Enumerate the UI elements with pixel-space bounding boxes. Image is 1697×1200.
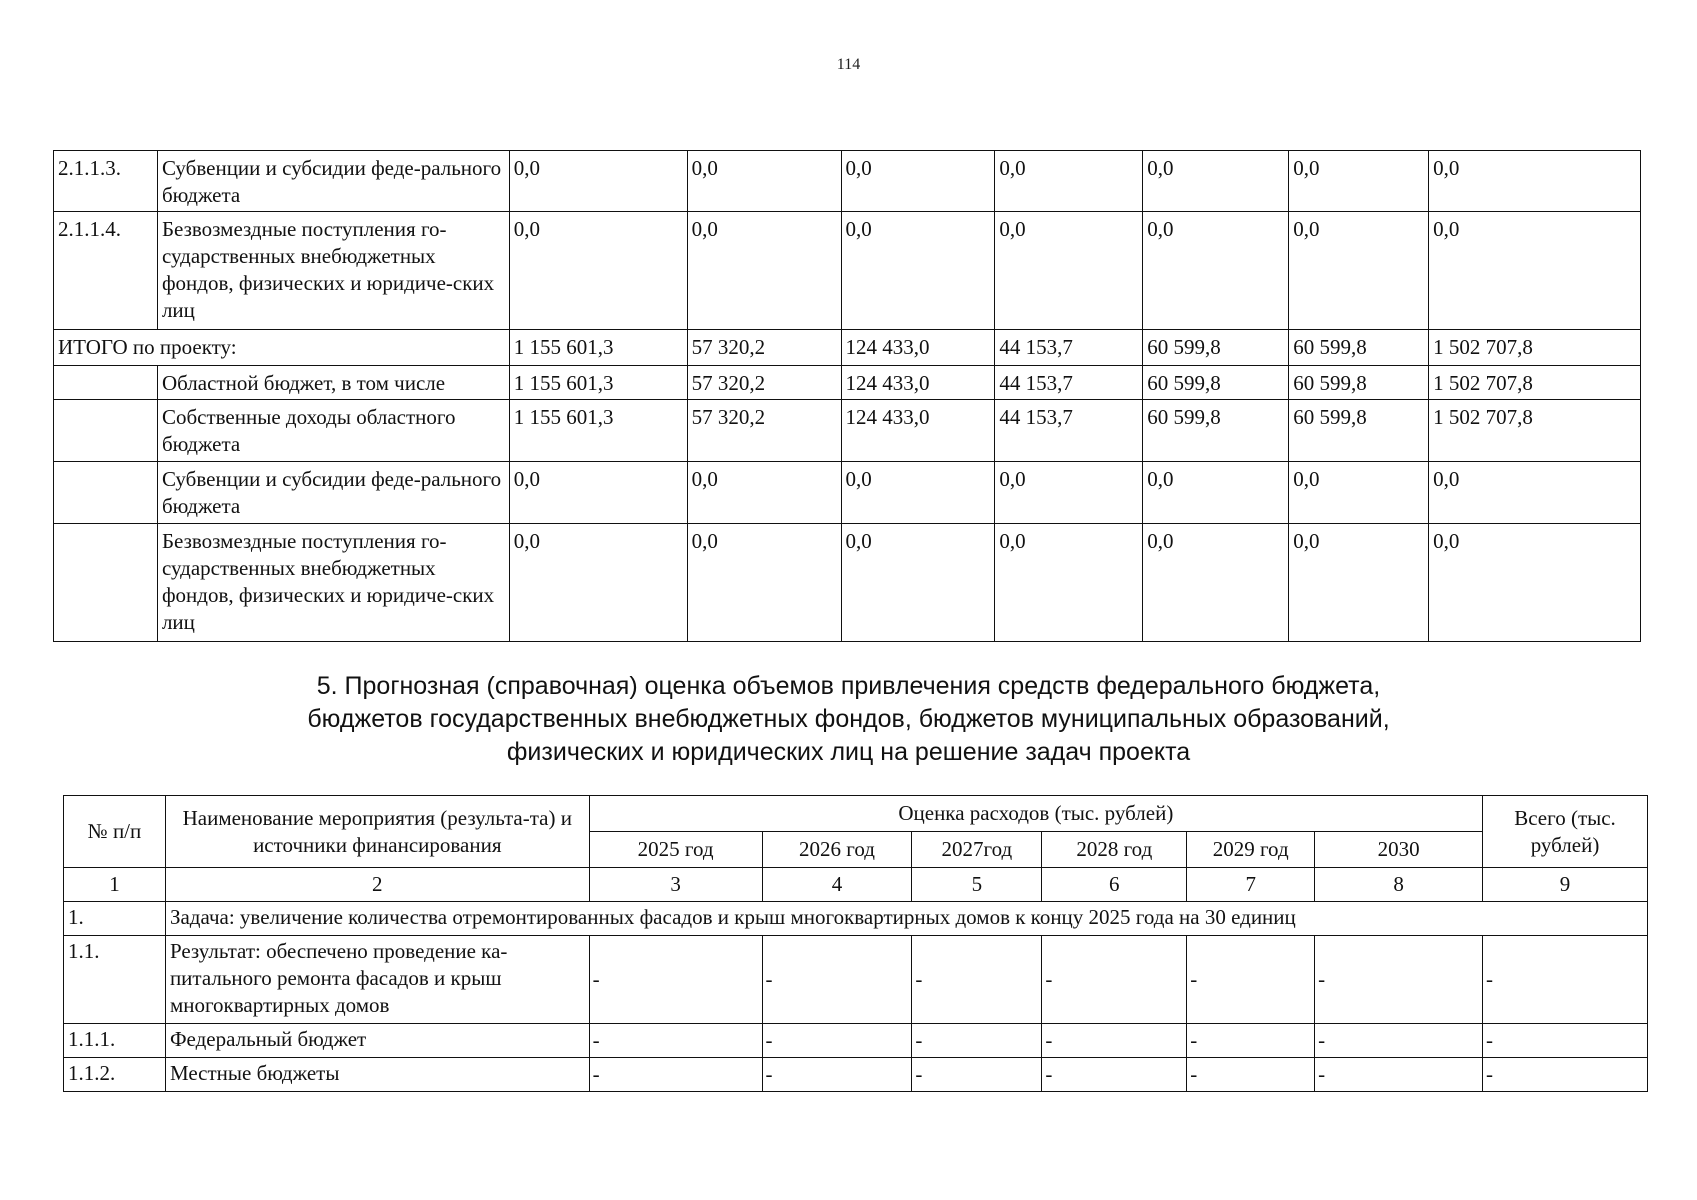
column-number: 8 [1315, 868, 1483, 902]
table-row [54, 462, 1641, 524]
value-cell: 0,0 [687, 462, 841, 524]
header-name: Наименование мероприятия (результа-та) и источники финансирования [165, 796, 589, 868]
empty-code-cell [54, 462, 158, 524]
value-cell: 57 320,2 [687, 330, 841, 366]
empty-code-cell [54, 366, 158, 400]
column-number-row [64, 868, 1648, 902]
row-code: 2.1.1.3. [54, 151, 158, 212]
header-year: 2028 год [1042, 832, 1187, 868]
row-name: Местные бюджеты [165, 1058, 589, 1092]
value-cell: 0,0 [687, 151, 841, 212]
table-row [64, 1024, 1648, 1058]
value-cell: 44 153,7 [995, 400, 1143, 462]
value-cell: 60 599,8 [1289, 330, 1429, 366]
table-row [64, 936, 1648, 1024]
value-cell: - [1187, 1024, 1315, 1058]
header-year: 2026 год [762, 832, 912, 868]
value-cell: 0,0 [841, 212, 995, 330]
table-row [64, 1058, 1648, 1092]
row-name: Собственные доходы областного бюджета [157, 400, 509, 462]
value-cell: - [589, 936, 762, 1024]
row-name: Субвенции и субсидии феде-рального бюджета [157, 151, 509, 212]
empty-code-cell [54, 524, 158, 642]
value-cell: - [762, 936, 912, 1024]
value-cell: 0,0 [1429, 212, 1641, 330]
value-cell: - [1483, 936, 1648, 1024]
value-cell: 0,0 [1289, 462, 1429, 524]
task-code: 1. [64, 902, 166, 936]
row-name: Безвозмездные поступления го-сударственных внебюджетных фондов, физических и юридиче-ских лиц [157, 212, 509, 330]
column-number: 9 [1483, 868, 1648, 902]
value-cell: 0,0 [995, 524, 1143, 642]
column-number: 4 [762, 868, 912, 902]
table-row [54, 151, 1641, 212]
header-year: 2027год [912, 832, 1042, 868]
value-cell: - [1315, 936, 1483, 1024]
value-cell: 60 599,8 [1289, 366, 1429, 400]
value-cell: 0,0 [1429, 524, 1641, 642]
value-cell: - [1042, 1058, 1187, 1092]
header-num: № п/п [64, 796, 166, 868]
value-cell: 0,0 [1429, 462, 1641, 524]
value-cell: - [762, 1058, 912, 1092]
value-cell: - [1315, 1024, 1483, 1058]
column-number: 1 [64, 868, 166, 902]
value-cell: 0,0 [1289, 212, 1429, 330]
value-cell: 0,0 [841, 151, 995, 212]
task-row [64, 902, 1648, 936]
column-number: 3 [589, 868, 762, 902]
value-cell: 0,0 [509, 524, 687, 642]
row-name: Безвозмездные поступления го-сударственных внебюджетных фондов, физических и юридиче-ских лиц [157, 524, 509, 642]
task-text: Задача: увеличение количества отремонтированных фасадов и крыш многоквартирных домов к концу 2025 года на 30 единиц [165, 902, 1647, 936]
value-cell: 0,0 [995, 151, 1143, 212]
value-cell: 0,0 [841, 524, 995, 642]
section-title-line: физических и юридических лиц на решение задач проекта [506, 738, 1191, 766]
forecast-funding-table [63, 795, 1648, 1092]
value-cell: 0,0 [509, 212, 687, 330]
column-number: 5 [912, 868, 1042, 902]
section-title-line: бюджетов государственных внебюджетных фондов, бюджетов муниципальных образований, [307, 705, 1390, 733]
table-row [54, 366, 1641, 400]
page-number: 114 [836, 56, 861, 73]
value-cell: 0,0 [995, 462, 1143, 524]
column-number: 2 [165, 868, 589, 902]
value-cell: 60 599,8 [1143, 366, 1289, 400]
header-year: 2025 год [589, 832, 762, 868]
section-5-title [200, 670, 1497, 769]
total-label: ИТОГО по проекту: [54, 330, 510, 366]
value-cell: - [1042, 1024, 1187, 1058]
table-row [54, 400, 1641, 462]
value-cell: 0,0 [841, 462, 995, 524]
value-cell: 1 155 601,3 [509, 330, 687, 366]
total-row [54, 330, 1641, 366]
financing-table-continued [53, 150, 1641, 642]
value-cell: 0,0 [1429, 151, 1641, 212]
value-cell: - [1042, 936, 1187, 1024]
value-cell: - [1483, 1024, 1648, 1058]
value-cell: - [912, 936, 1042, 1024]
value-cell: 0,0 [1143, 524, 1289, 642]
value-cell: - [1483, 1058, 1648, 1092]
column-number: 7 [1187, 868, 1315, 902]
value-cell: 44 153,7 [995, 330, 1143, 366]
value-cell: - [589, 1058, 762, 1092]
value-cell: 124 433,0 [841, 400, 995, 462]
value-cell: - [762, 1024, 912, 1058]
value-cell: - [1187, 1058, 1315, 1092]
value-cell: 1 502 707,8 [1429, 366, 1641, 400]
value-cell: 60 599,8 [1143, 400, 1289, 462]
value-cell: - [589, 1024, 762, 1058]
header-year: 2029 год [1187, 832, 1315, 868]
column-number: 6 [1042, 868, 1187, 902]
value-cell: 1 502 707,8 [1429, 330, 1641, 366]
value-cell: 0,0 [1289, 524, 1429, 642]
value-cell: 0,0 [509, 462, 687, 524]
value-cell: 124 433,0 [841, 330, 995, 366]
row-name: Федеральный бюджет [165, 1024, 589, 1058]
header-row [64, 796, 1648, 832]
value-cell: - [1315, 1058, 1483, 1092]
row-code: 1.1. [64, 936, 166, 1024]
value-cell: - [912, 1058, 1042, 1092]
header-year: 2030 [1315, 832, 1483, 868]
value-cell: 1 155 601,3 [509, 366, 687, 400]
header-total: Всего (тыс. рублей) [1483, 796, 1648, 868]
value-cell: 124 433,0 [841, 366, 995, 400]
value-cell: 0,0 [995, 212, 1143, 330]
section-title-line: 5. Прогнозная (справочная) оценка объемов привлечения средств федерального бюджета, [316, 672, 1381, 700]
value-cell: 44 153,7 [995, 366, 1143, 400]
value-cell: 1 155 601,3 [509, 400, 687, 462]
value-cell: 57 320,2 [687, 366, 841, 400]
value-cell: 60 599,8 [1143, 330, 1289, 366]
value-cell: 0,0 [687, 524, 841, 642]
table-row [54, 524, 1641, 642]
row-name: Субвенции и субсидии феде-рального бюджета [157, 462, 509, 524]
header-costs: Оценка расходов (тыс. рублей) [589, 796, 1482, 832]
empty-code-cell [54, 400, 158, 462]
value-cell: 0,0 [509, 151, 687, 212]
value-cell: 60 599,8 [1289, 400, 1429, 462]
value-cell: 1 502 707,8 [1429, 400, 1641, 462]
row-code: 1.1.1. [64, 1024, 166, 1058]
value-cell: 0,0 [1289, 151, 1429, 212]
value-cell: 57 320,2 [687, 400, 841, 462]
value-cell: 0,0 [1143, 151, 1289, 212]
value-cell: 0,0 [1143, 462, 1289, 524]
value-cell: - [912, 1024, 1042, 1058]
row-code: 2.1.1.4. [54, 212, 158, 330]
row-code: 1.1.2. [64, 1058, 166, 1092]
row-name: Результат: обеспечено проведение ка-питального ремонта фасадов и крыш многоквартирных домов [165, 936, 589, 1024]
value-cell: 0,0 [687, 212, 841, 330]
table-row [54, 212, 1641, 330]
value-cell: 0,0 [1143, 212, 1289, 330]
row-name: Областной бюджет, в том числе [157, 366, 509, 400]
value-cell: - [1187, 936, 1315, 1024]
